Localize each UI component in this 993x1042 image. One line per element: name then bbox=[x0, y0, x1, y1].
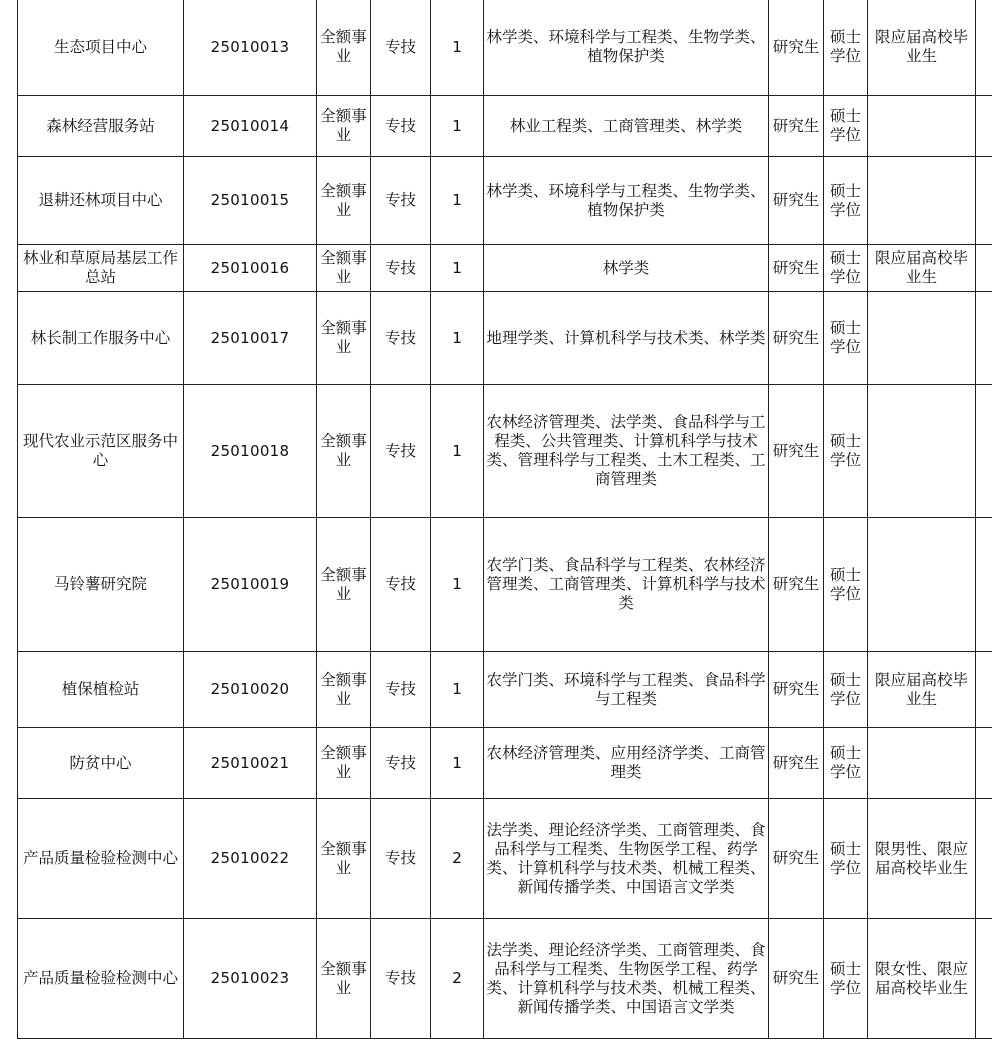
education-cell: 研究生 bbox=[769, 0, 824, 96]
degree-cell: 硕士学位 bbox=[824, 292, 868, 385]
major-cell: 农学门类、环境科学与工程类、食品科学与工程类 bbox=[484, 652, 769, 728]
other-cell: 限女性、限应届高校毕业生 bbox=[868, 919, 976, 1039]
major-cell: 法学类、理论经济学类、工商管理类、食品科学与工程类、生物医学工程、药学类、计算机科学与技术类、机械工程类、新闻传播学类、中国语言文学类 bbox=[484, 919, 769, 1039]
post-cell: 专技 bbox=[371, 652, 431, 728]
major-cell: 农林经济管理类、应用经济学类、工商管理类 bbox=[484, 728, 769, 799]
edge-cell bbox=[976, 652, 992, 728]
edge-cell bbox=[976, 385, 992, 518]
degree-cell: 硕士学位 bbox=[824, 728, 868, 799]
table-row bbox=[18, 245, 992, 292]
unit-cell: 生态项目中心 bbox=[18, 0, 184, 96]
count-cell: 1 bbox=[431, 96, 484, 157]
unit-cell: 产品质量检验检测中心 bbox=[18, 919, 184, 1039]
education-cell: 研究生 bbox=[769, 518, 824, 652]
major-cell: 林学类、环境科学与工程类、生物学类、植物保护类 bbox=[484, 0, 769, 96]
code-cell: 25010018 bbox=[184, 385, 317, 518]
post-cell: 专技 bbox=[371, 245, 431, 292]
funding-cell: 全额事业 bbox=[317, 385, 371, 518]
post-cell: 专技 bbox=[371, 799, 431, 919]
major-cell: 林业工程类、工商管理类、林学类 bbox=[484, 96, 769, 157]
major-cell: 地理学类、计算机科学与技术类、林学类 bbox=[484, 292, 769, 385]
major-cell: 农学门类、食品科学与工程类、农林经济管理类、工商管理类、计算机科学与技术类 bbox=[484, 518, 769, 652]
code-cell: 25010020 bbox=[184, 652, 317, 728]
funding-cell: 全额事业 bbox=[317, 292, 371, 385]
funding-cell: 全额事业 bbox=[317, 157, 371, 245]
funding-cell: 全额事业 bbox=[317, 919, 371, 1039]
table-row bbox=[18, 0, 992, 96]
degree-cell: 硕士学位 bbox=[824, 919, 868, 1039]
edge-cell bbox=[976, 518, 992, 652]
code-cell: 25010021 bbox=[184, 728, 317, 799]
degree-cell: 硕士学位 bbox=[824, 652, 868, 728]
degree-cell: 硕士学位 bbox=[824, 0, 868, 96]
unit-cell: 马铃薯研究院 bbox=[18, 518, 184, 652]
code-cell: 25010019 bbox=[184, 518, 317, 652]
degree-cell: 硕士学位 bbox=[824, 245, 868, 292]
count-cell: 2 bbox=[431, 919, 484, 1039]
other-cell bbox=[868, 292, 976, 385]
other-cell bbox=[868, 385, 976, 518]
education-cell: 研究生 bbox=[769, 292, 824, 385]
post-cell: 专技 bbox=[371, 919, 431, 1039]
funding-cell: 全额事业 bbox=[317, 728, 371, 799]
post-cell: 专技 bbox=[371, 385, 431, 518]
degree-cell: 硕士学位 bbox=[824, 157, 868, 245]
other-cell: 限应届高校毕业生 bbox=[868, 0, 976, 96]
post-cell: 专技 bbox=[371, 157, 431, 245]
table-row bbox=[18, 799, 992, 919]
other-cell bbox=[868, 157, 976, 245]
degree-cell: 硕士学位 bbox=[824, 96, 868, 157]
other-cell: 限应届高校毕业生 bbox=[868, 652, 976, 728]
education-cell: 研究生 bbox=[769, 157, 824, 245]
unit-cell: 防贫中心 bbox=[18, 728, 184, 799]
recruitment-table bbox=[17, 0, 992, 1039]
count-cell: 1 bbox=[431, 245, 484, 292]
education-cell: 研究生 bbox=[769, 919, 824, 1039]
education-cell: 研究生 bbox=[769, 799, 824, 919]
funding-cell: 全额事业 bbox=[317, 518, 371, 652]
code-cell: 25010014 bbox=[184, 96, 317, 157]
unit-cell: 植保植检站 bbox=[18, 652, 184, 728]
edge-cell bbox=[976, 292, 992, 385]
other-cell: 限男性、限应届高校毕业生 bbox=[868, 799, 976, 919]
funding-cell: 全额事业 bbox=[317, 0, 371, 96]
degree-cell: 硕士学位 bbox=[824, 799, 868, 919]
unit-cell: 现代农业示范区服务中心 bbox=[18, 385, 184, 518]
unit-cell: 产品质量检验检测中心 bbox=[18, 799, 184, 919]
edge-cell bbox=[976, 728, 992, 799]
post-cell: 专技 bbox=[371, 96, 431, 157]
education-cell: 研究生 bbox=[769, 245, 824, 292]
edge-cell bbox=[976, 245, 992, 292]
table-row bbox=[18, 652, 992, 728]
count-cell: 1 bbox=[431, 292, 484, 385]
count-cell: 1 bbox=[431, 385, 484, 518]
unit-cell: 退耕还林项目中心 bbox=[18, 157, 184, 245]
post-cell: 专技 bbox=[371, 0, 431, 96]
edge-cell bbox=[976, 96, 992, 157]
count-cell: 1 bbox=[431, 652, 484, 728]
other-cell bbox=[868, 728, 976, 799]
education-cell: 研究生 bbox=[769, 728, 824, 799]
funding-cell: 全额事业 bbox=[317, 96, 371, 157]
funding-cell: 全额事业 bbox=[317, 799, 371, 919]
table-row bbox=[18, 157, 992, 245]
funding-cell: 全额事业 bbox=[317, 245, 371, 292]
code-cell: 25010023 bbox=[184, 919, 317, 1039]
code-cell: 25010017 bbox=[184, 292, 317, 385]
education-cell: 研究生 bbox=[769, 652, 824, 728]
major-cell: 法学类、理论经济学类、工商管理类、食品科学与工程类、生物医学工程、药学类、计算机科学与技术类、机械工程类、新闻传播学类、中国语言文学类 bbox=[484, 799, 769, 919]
table-row bbox=[18, 96, 992, 157]
edge-cell bbox=[976, 0, 992, 96]
table-row bbox=[18, 518, 992, 652]
count-cell: 1 bbox=[431, 728, 484, 799]
major-cell: 农林经济管理类、法学类、食品科学与工程类、公共管理类、计算机科学与技术类、管理科学与工程类、土木工程类、工商管理类 bbox=[484, 385, 769, 518]
unit-cell: 森林经营服务站 bbox=[18, 96, 184, 157]
table-row bbox=[18, 728, 992, 799]
code-cell: 25010013 bbox=[184, 0, 317, 96]
count-cell: 1 bbox=[431, 157, 484, 245]
count-cell: 1 bbox=[431, 518, 484, 652]
edge-cell bbox=[976, 157, 992, 245]
major-cell: 林学类、环境科学与工程类、生物学类、植物保护类 bbox=[484, 157, 769, 245]
table-row bbox=[18, 385, 992, 518]
unit-cell: 林业和草原局基层工作总站 bbox=[18, 245, 184, 292]
table-row bbox=[18, 919, 992, 1039]
other-cell bbox=[868, 96, 976, 157]
unit-cell: 林长制工作服务中心 bbox=[18, 292, 184, 385]
count-cell: 1 bbox=[431, 0, 484, 96]
post-cell: 专技 bbox=[371, 518, 431, 652]
degree-cell: 硕士学位 bbox=[824, 385, 868, 518]
other-cell: 限应届高校毕业生 bbox=[868, 245, 976, 292]
degree-cell: 硕士学位 bbox=[824, 518, 868, 652]
count-cell: 2 bbox=[431, 799, 484, 919]
edge-cell bbox=[976, 919, 992, 1039]
table-row bbox=[18, 292, 992, 385]
major-cell: 林学类 bbox=[484, 245, 769, 292]
other-cell bbox=[868, 518, 976, 652]
code-cell: 25010022 bbox=[184, 799, 317, 919]
code-cell: 25010016 bbox=[184, 245, 317, 292]
funding-cell: 全额事业 bbox=[317, 652, 371, 728]
education-cell: 研究生 bbox=[769, 96, 824, 157]
education-cell: 研究生 bbox=[769, 385, 824, 518]
post-cell: 专技 bbox=[371, 728, 431, 799]
post-cell: 专技 bbox=[371, 292, 431, 385]
code-cell: 25010015 bbox=[184, 157, 317, 245]
edge-cell bbox=[976, 799, 992, 919]
